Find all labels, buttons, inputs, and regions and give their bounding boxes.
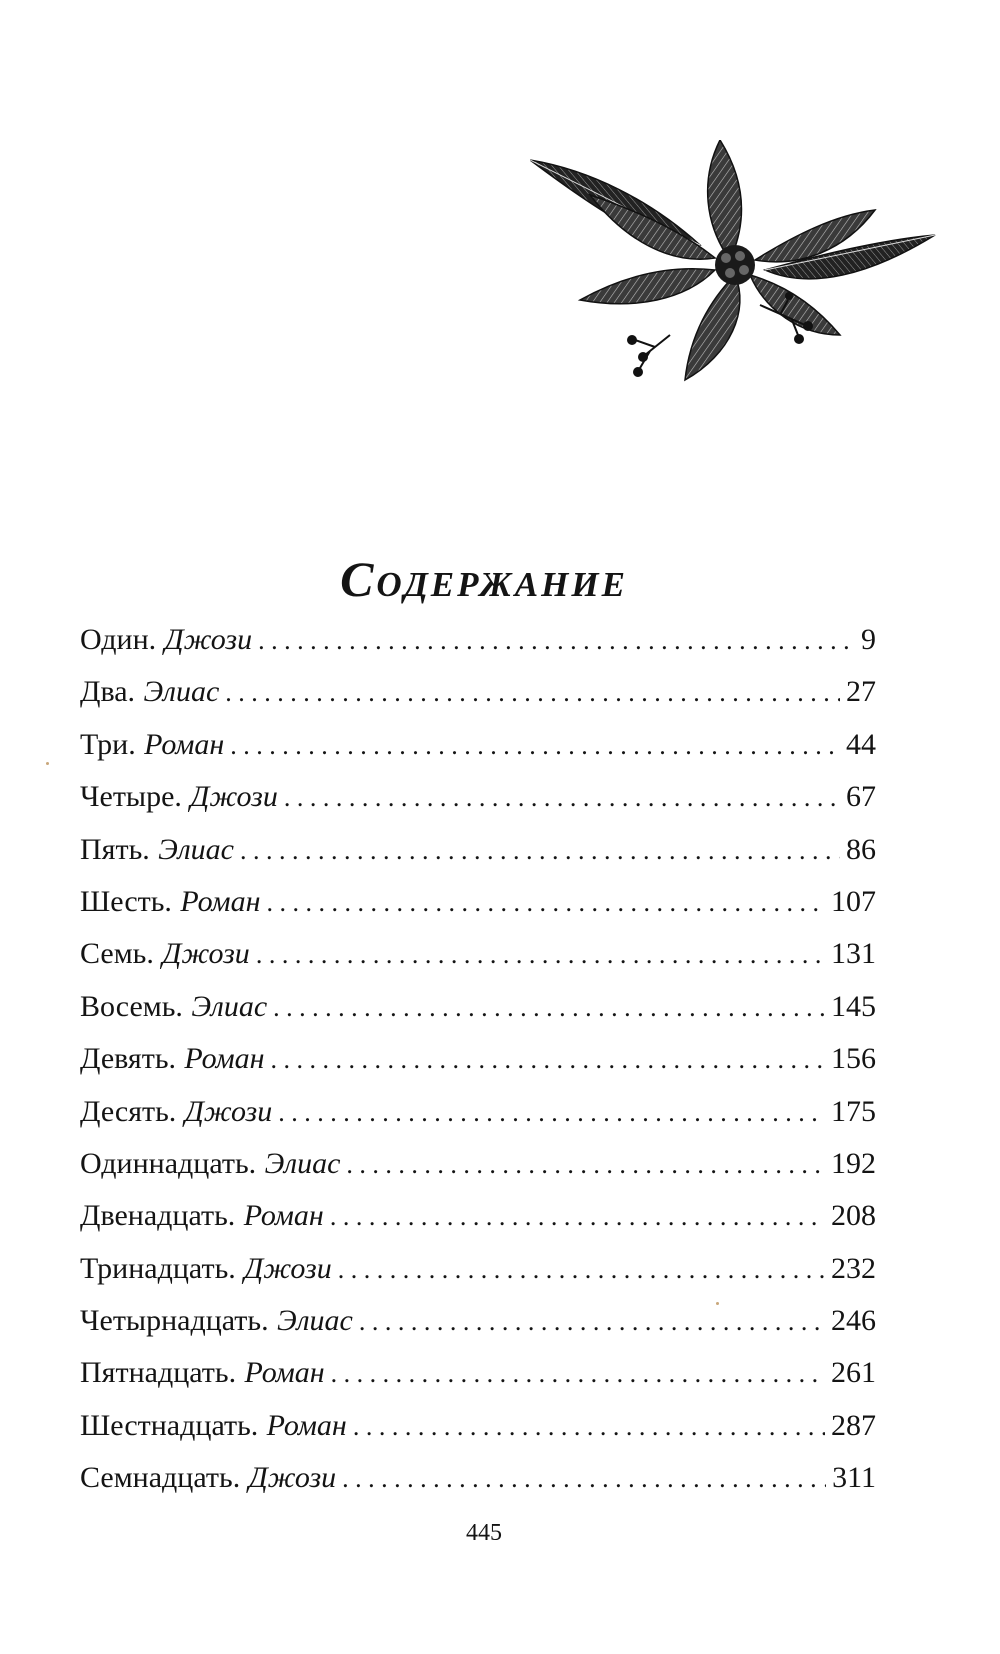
- chapter-page-number: 107: [831, 884, 876, 918]
- page-number: 445: [466, 1520, 502, 1546]
- chapter-narrator: Роман: [144, 727, 225, 761]
- chapter-narrator: Роман: [184, 1042, 265, 1076]
- chapter-number: Один.: [80, 623, 157, 656]
- dot-leader: [240, 831, 840, 871]
- dot-leader: [338, 1250, 825, 1290]
- toc-entry: [80, 987, 876, 1039]
- chapter-number: Шестнадцать.: [80, 1408, 259, 1442]
- toc-entry: [80, 1353, 876, 1405]
- chapter-narrator: Элиас: [264, 1146, 341, 1180]
- chapter-page-number: 86: [846, 832, 876, 866]
- toc-entry: [80, 672, 876, 724]
- chapter-number: Четырнадцать.: [80, 1304, 269, 1338]
- chapter-page-number: 9: [861, 623, 876, 656]
- chapter-number: Пятнадцать.: [80, 1356, 237, 1390]
- toc-entry: [80, 934, 876, 986]
- chapter-narrator: Джози: [244, 1251, 332, 1285]
- dot-leader: [359, 1302, 825, 1342]
- dot-leader: [273, 988, 825, 1028]
- dot-leader: [330, 1197, 825, 1237]
- dot-leader: [225, 673, 840, 713]
- toc-entry: [80, 1458, 876, 1510]
- dot-leader: [230, 726, 840, 766]
- toc-entry: [80, 777, 876, 829]
- dot-leader: [266, 883, 825, 923]
- chapter-narrator: Роман: [266, 1408, 347, 1442]
- chapter-narrator: Элиас: [191, 989, 268, 1023]
- chapter-page-number: 287: [831, 1408, 876, 1442]
- toc-entry: [80, 725, 876, 777]
- chapter-number: Тринадцать.: [80, 1251, 236, 1285]
- chapter-number: Два.: [80, 675, 136, 709]
- chapter-number: Четыре.: [80, 780, 182, 814]
- chapter-narrator: Элиас: [158, 832, 234, 866]
- dot-leader: [256, 935, 825, 975]
- chapter-narrator: Элиас: [143, 675, 220, 709]
- dot-leader: [346, 1145, 825, 1185]
- toc-entry: [80, 1301, 876, 1353]
- chapter-narrator: Джози: [190, 780, 278, 814]
- chapter-page-number: 44: [846, 727, 876, 761]
- chapter-page-number: 311: [832, 1461, 876, 1495]
- poinsettia-ornament-icon: [530, 140, 940, 410]
- chapter-narrator: Роман: [243, 1199, 324, 1233]
- chapter-page-number: 261: [831, 1356, 876, 1390]
- toc-entry: [80, 1092, 876, 1144]
- dot-leader: [258, 621, 855, 661]
- paper-speck: [46, 762, 49, 765]
- dot-leader: [331, 1354, 825, 1394]
- chapter-number: Три.: [80, 727, 136, 761]
- chapter-number: Двенадцать.: [80, 1199, 236, 1233]
- chapter-narrator: Джози: [248, 1461, 337, 1495]
- chapter-narrator: Роман: [244, 1356, 325, 1390]
- chapter-page-number: 27: [846, 675, 876, 709]
- chapter-number: Восемь.: [80, 989, 183, 1023]
- toc-entry: [80, 882, 876, 934]
- chapter-narrator: Джози: [162, 937, 250, 971]
- chapter-number: Десять.: [80, 1094, 177, 1128]
- dot-leader: [271, 1040, 825, 1080]
- toc-entry: [80, 620, 876, 672]
- toc-entry: [80, 830, 876, 882]
- chapter-page-number: 131: [831, 937, 876, 971]
- chapter-page-number: 192: [831, 1146, 876, 1180]
- chapter-page-number: 246: [831, 1304, 876, 1338]
- chapter-narrator: Элиас: [277, 1304, 353, 1338]
- toc-entry: [80, 1406, 876, 1458]
- chapter-page-number: 156: [831, 1042, 876, 1076]
- chapter-number: Девять.: [80, 1042, 177, 1076]
- chapter-number: Пять.: [80, 832, 150, 866]
- paper-speck: [716, 1302, 719, 1305]
- chapter-page-number: 232: [831, 1251, 876, 1285]
- chapter-page-number: 67: [846, 780, 876, 814]
- chapter-page-number: 175: [831, 1094, 876, 1128]
- toc-entry: [80, 1144, 876, 1196]
- chapter-number: Семнадцать.: [80, 1461, 241, 1495]
- chapter-number: Шесть.: [80, 884, 172, 918]
- chapter-number: Семь.: [80, 937, 154, 971]
- chapter-page-number: 208: [831, 1199, 876, 1233]
- toc-entry: [80, 1039, 876, 1091]
- dot-leader: [278, 1093, 825, 1133]
- table-of-contents: [80, 620, 876, 1511]
- dot-leader: [342, 1459, 826, 1499]
- page-title: Содержание: [340, 550, 628, 607]
- toc-entry: [80, 1196, 876, 1248]
- chapter-number: Одиннадцать.: [80, 1146, 257, 1180]
- dot-leader: [284, 778, 840, 818]
- chapter-narrator: Джози: [164, 623, 253, 656]
- dot-leader: [353, 1407, 825, 1447]
- chapter-page-number: 145: [831, 989, 876, 1023]
- chapter-narrator: Роман: [180, 884, 261, 918]
- chapter-narrator: Джози: [184, 1094, 273, 1128]
- toc-entry: [80, 1249, 876, 1301]
